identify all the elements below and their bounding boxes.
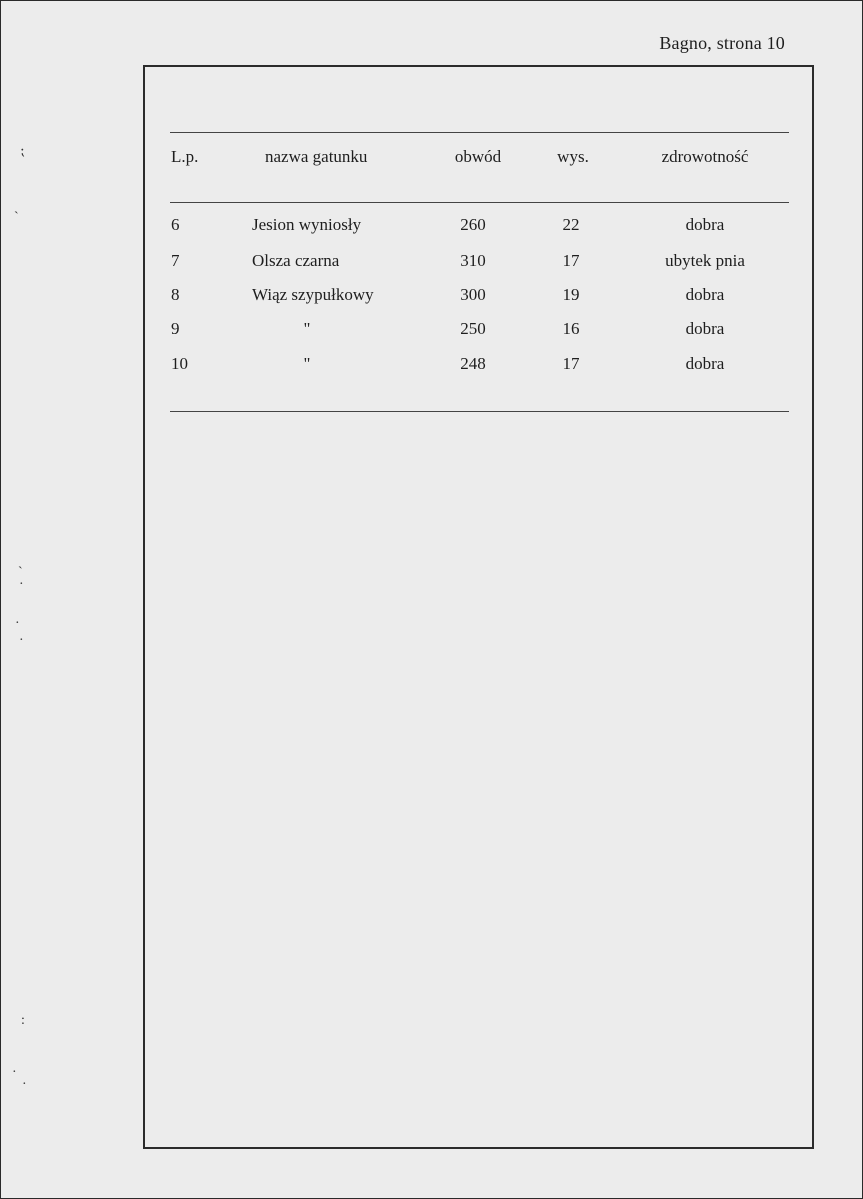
column-header-species: nazwa gatunku [265,147,368,166]
cell-species: Olsza czarna [252,251,340,270]
table-row [0,354,863,378]
cell-species-ditto: " [303,354,311,373]
cell-circumference: 248 [460,354,486,373]
cell-lp: 8 [171,285,180,304]
column-header-circumference: obwód [454,147,502,166]
scan-speck: · [15,616,20,631]
cell-species-ditto: " [303,319,311,338]
cell-health: ubytek pnia [665,251,745,270]
cell-health: dobra [685,215,725,234]
scan-speck: · [19,577,24,592]
cell-height: 17 [562,251,580,270]
scan-speck: · [19,633,24,648]
cell-health: dobra [685,285,725,304]
table-top-rule [170,132,789,133]
scan-speck: · [22,1077,27,1092]
cell-height: 17 [562,354,580,373]
cell-lp: 6 [171,215,180,234]
cell-circumference: 260 [460,215,486,234]
table-bottom-rule [170,411,789,412]
cell-health: dobra [685,319,725,338]
scan-speck: ˴ [18,559,23,574]
cell-height: 19 [562,285,580,304]
column-header-lp: L.p. [171,147,199,166]
cell-health: dobra [685,354,725,373]
column-header-health: zdrowotność [661,147,749,166]
cell-circumference: 310 [460,251,486,270]
scan-speck: ⁏ [20,144,25,159]
table-row [0,285,863,309]
scan-speck: · [12,1065,17,1080]
cell-species: Jesion wyniosły [252,215,362,234]
cell-height: 22 [562,215,580,234]
cell-lp: 10 [171,354,188,373]
table-row [0,319,863,343]
cell-height: 16 [562,319,580,338]
page-label: Bagno, strona 10 [659,33,785,53]
column-header-height: wys. [557,147,589,166]
scan-speck: ˴ [14,204,19,219]
scan-speck: : [21,1013,25,1028]
cell-species: Wiąz szypułkowy [252,285,374,304]
cell-circumference: 300 [460,285,486,304]
table-row [0,215,863,239]
cell-lp: 9 [171,319,180,338]
table-row [0,251,863,275]
cell-circumference: 250 [460,319,486,338]
table-header-rule [170,202,789,203]
cell-lp: 7 [171,251,180,270]
